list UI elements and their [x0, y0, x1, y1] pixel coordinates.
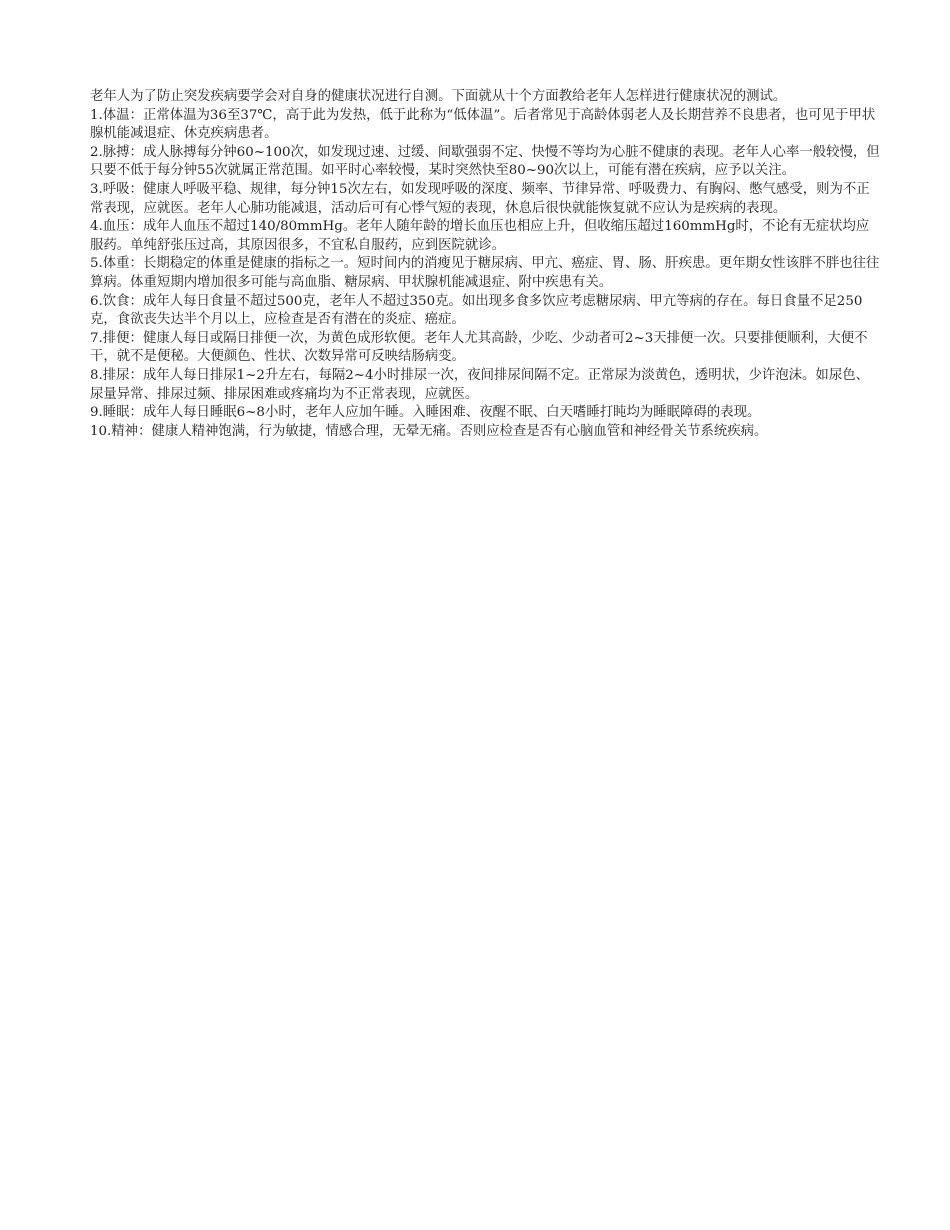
item-breathing: 3.呼吸：健康人呼吸平稳、规律，每分钟15次左右，如发现呼吸的深度、频率、节律异常、呼吸费力、有胸闷、憋气感受，则为不正常表现，应就医。老年人心肺功能减退，活动后可有心悸气短的表现，休息后很快就能恢复就不应认为是疾病的表现。 [90, 181, 870, 216]
item-weight: 5.体重：长期稳定的体重是健康的指标之一。短时间内的消瘦见于糖尿病、甲亢、癌症、胃、肠、肝疾患。更年期女性该胖不胖也往往算病。体重短期内增加很多可能与高血脂、糖尿病、甲状腺机能减退症、附中疾患有关。 [90, 256, 880, 290]
item-diet: 6.饮食：成年人每日食量不超过500克，老年人不超过350克。如出现多食多饮应考虑糖尿病、甲亢等病的存在。每日食量不足250克，食欲丧失达半个月以上，应检查是否有潜在的炎症、癌症。 [90, 293, 863, 328]
item-pulse: 2.脉搏：成人脉搏每分钟60~100次，如发现过速、过缓、间歇强弱不定、快慢不等均为心脏不健康的表现。老年人心率一般较慢，但只要不低于每分钟55次就属正常范围。如平时心率较慢，某时突然快至80~90次以上，可能有潜在疾病，应予以关注。 [90, 144, 880, 179]
item-defecation: 7.排便：健康人每日或隔日排便一次，为黄色成形软便。老年人尤其高龄，少吃、少动者可2~3天排便一次。只要排便顺利，大便不干，就不是便秘。大便颜色、性状、次数异常可反映结肠病变。 [90, 330, 868, 365]
item-spirit: 10.精神：健康人精神饱满，行为敏捷，情感合理，无晕无痛。否则应检查是否有心脑血管和神经骨关节系统疾病。 [90, 423, 768, 439]
item-temperature: 1.体温：正常体温为36至37℃，高于此为发热，低于此称为“低体温”。后者常见于高龄体弱老人及长期营养不良患者，也可见于甲状腺机能减退症、休克疾病患者。 [90, 107, 876, 142]
item-urination: 8.排尿：成年人每日排尿1~2升左右，每隔2~4小时排尿一次，夜间排尿间隔不定。正常尿为淡黄色，透明状，少许泡沫。如尿色、尿量异常、排尿过频、排尿困难或疼痛均为不正常表现，应就医。 [90, 367, 869, 402]
intro-paragraph: 老年人为了防止突发疾病要学会对自身的健康状况进行自测。下面就从十个方面教给老年人怎样进行健康状况的测试。 [90, 89, 787, 104]
document-body [90, 88, 880, 441]
item-sleep: 9.睡眠：成年人每日睡眠6~8小时，老年人应加午睡。入睡困难、夜醒不眠、白天嗜睡打盹均为睡眠障碍的表现。 [90, 405, 761, 421]
item-blood-pressure: 4.血压：成年人血压不超过140/80mmHg。老年人随年龄的增长血压也相应上升，但收缩压超过160mmHg时，不论有无症状均应服药。单纯舒张压过高，其原因很多，不宜私自服药，应到医院就诊。 [90, 219, 870, 253]
